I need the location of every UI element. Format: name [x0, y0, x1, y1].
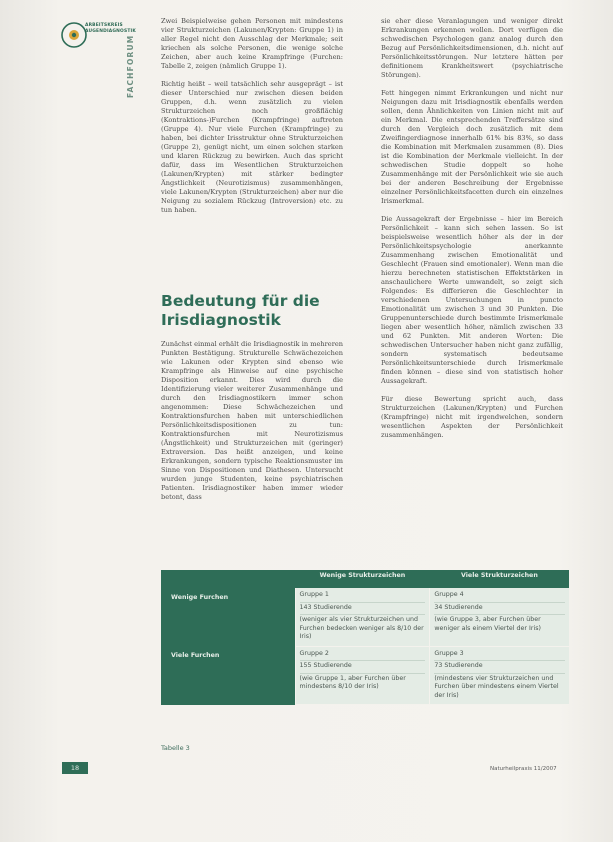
cell-count: 73 Studierende — [434, 661, 565, 674]
paragraph: sie eher diese Veranlagungen und weniger direkt Erkrankungen erkennen wollen. Dort verfügen die schwedischen Psychologen ganz analog durch den Bezug auf Persönlichkeitsdimensionen, d.h. nicht auf Persönlichkeitsstörungen. Nur letztere hätten per definitionem Krankheitswert (psychiatrische Störungen). — [381, 17, 563, 79]
table-row — [161, 646, 569, 705]
column-header: Viele Strukturzeichen — [430, 570, 569, 588]
section-heading: Bedeutung für die Irisdiagnostik — [161, 292, 320, 329]
cell-group: Gruppe 2 — [300, 649, 426, 662]
logo-line-1: ARBEITSKREIS — [85, 23, 123, 28]
cell-count: 143 Studierende — [300, 603, 426, 616]
cell-description: (wie Gruppe 3, aber Furchen über weniger als einem Viertel der Iris) — [434, 616, 541, 632]
cell-group: Gruppe 3 — [434, 649, 565, 662]
table-header-row — [161, 570, 569, 588]
row-header: Viele Furchen — [161, 646, 295, 705]
table-cell — [430, 646, 569, 705]
cell-group: Gruppe 1 — [300, 590, 426, 603]
results-table — [161, 570, 569, 705]
organization-logo-icon — [60, 16, 122, 54]
cell-description: (weniger als vier Strukturzeichen und Furchen bedecken weniger als 8/10 der Iris) — [299, 616, 424, 640]
table-corner — [161, 570, 295, 588]
cell-count: 34 Studierende — [434, 603, 565, 616]
table-row — [161, 588, 569, 646]
table-cell — [295, 588, 430, 646]
column-2 — [381, 17, 563, 449]
paragraph: Fett hingegen nimmt Erkrankungen und nicht nur Neigungen dazu mit Irisdiagnostik ebenfalls werden sollen, denn Ähnlichkeiten von Linien nicht mit auf ein Merkmal. Die entsprechenden Treffersätze sind durch den Vergleich doch zusätzlich mit dem Zweifingerdiagnose innerhalb 61% bis 83%, so dass die Kombination mit Merkmalen zusammen (8). Dies ist die Kombination der Merkmale vielleicht. In der schwedischen Studie doppelt so hohe Zusammenhänge mit der Persönlichkeit wie sie auch bei der anderen Beschreibung der Ergebnisse einzelner Persönlichkeitsfacetten durch ein einzelnes Irismerkmal. — [381, 89, 563, 205]
paragraph: Zwei Beispielweise gehen Personen mit mindestens vier Strukturzeichen (Lakunen/Krypten: Gruppe 1) in aller Regel nicht den Ausschlag der Merkmale; seit kriechen als solche Personen, die wenige solche Zeichen, aber auch keine Krampfringe (Furchen: Tabelle 2, zeigen (nämlich Gruppe 1). — [161, 17, 343, 70]
row-header: Wenige Furchen — [161, 588, 295, 646]
section-label: FACHFORUM — [126, 34, 135, 98]
column-header: Wenige Strukturzeichen — [295, 570, 430, 588]
paragraph: Die Aussagekraft der Ergebnisse – hier im Bereich Persönlichkeit – kann sich sehen lassen. So ist beispielsweise wesentlich höher als der in der Persönlichkeitspsychologie anerkannte Zusammenhang zwischen Emotionalität und Geschlecht (Frauen sind emotionaler). Wenn man die hierzu berechneten statistischen Effektstärken in anschaulichere Werte umwandelt, so zeigt sich Folgendes: Es differieren die Geschlechter in verschiedenen Untersuchungen in puncto Emotionalität um zwischen 3 und 30 Punkten. Die Gruppenunterschiede durch bestimmte Irismerkmale liegen aber wesentlich höher, nämlich zwischen 33 und 62 Punkten. Mit anderen Worten: Die schwedischen Untersucher haben nicht ganz zufällig, sondern systematisch bedeutsame Persönlichkeitsunterschiede durch Irismerkmale finden können – diese sind von statistisch hoher Aussagekraft. — [381, 215, 563, 385]
logo-line-2: AUGENDIAGNOSTIK — [85, 29, 136, 34]
table-cell — [295, 646, 430, 705]
page-number: 18 — [62, 762, 88, 774]
paragraph: Für diese Bewertung spricht auch, dass Strukturzeichen (Lakunen/Krypten) und Furchen (Krampfringe) nicht mit irgendwelchen, sondern wesentlichen Aspekten der Persönlichkeit zusammenhängen. — [381, 395, 563, 439]
paragraph: Zunächst einmal erhält die Irisdiagnostik in mehreren Punkten Bestätigung. Strukturelle Schwächezeichen wie Lakunen oder Krypten sind ebenso wie Krampfringe als Hinweise auf eine psychische Disposition erkannt. Dies wird durch die Identifizierung vieler weiterer Zusammenhänge und durch den Irisdiagnostikern immer schon angenommen: Diese Schwächezeichen und Kontraktionsfurchen haben mit unterschiedlichen Persönlichkeitsdispositionen zu tun: Kontraktionsfurchen mit Neurotizismus (Ängstlichkeit) und Strukturzeichen mit (geringer) Extraversion. Das heißt anzeigen, und keine Erkrankungen, sondern typische Reaktionsmuster im Sinne von Dispositionen und Diathesen. Untersucht wurden junge Studenten, keine psychiatrischen Patienten. Irisdiagnostiker haben immer wieder betont, dass — [161, 340, 343, 501]
cell-description: (wie Gruppe 1, aber Furchen über mindestens 8/10 der Iris) — [299, 674, 406, 690]
cell-description: (mindestens vier Strukturzeichen und Furchen über mindestens einem Viertel der Iris) — [434, 674, 559, 699]
cell-group: Gruppe 4 — [434, 590, 565, 603]
column-1-top — [161, 17, 343, 224]
cell-count: 155 Studierende — [300, 661, 426, 674]
table-cell — [430, 588, 569, 646]
issue-label: Naturheilpraxis 11/2007 — [490, 766, 557, 772]
paragraph: Richtig heißt – weil tatsächlich sehr ausgeprägt – ist dieser Unterschied nur zwischen diesen beiden Gruppen, d.h. wenn zusätzlich zu vielen Strukturzeichen noch großflächig (Kontraktions-)Furchen (Krampfringe) auftreten (Gruppe 4). Nur viele Furchen (Krampfringe) zu haben, bei dichter Irisstruktur ohne Strukturzeichen (Gruppe 2), genügt nicht, um einen solchen starken und klaren Rückzug zu bewirken. Auch das spricht dafür, dass im Wesentlichen Strukturzeichen (Lakunen/Krypten) mit stärker bedingter Ängstlichkeit (Neurotizismus) zusammenhängen, viele Lakunen/Krypten (Strukturzeichen) aber nur die Neigung zu sozialem Rückzug (Introversion) etc. zu tun haben. — [161, 80, 343, 214]
table-caption: Tabelle 3 — [161, 744, 190, 752]
column-1-bottom — [161, 340, 343, 511]
